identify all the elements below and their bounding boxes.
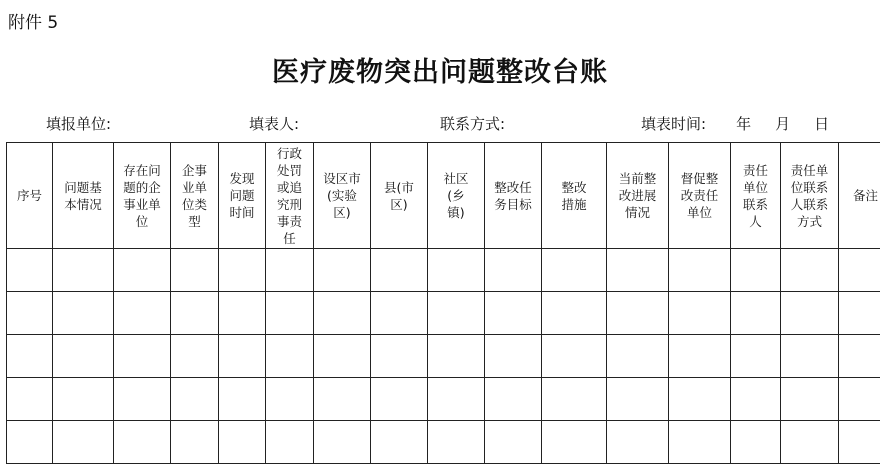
table-cell[interactable]: [7, 335, 53, 378]
table-cell[interactable]: [669, 292, 731, 335]
column-header-line: 发现: [229, 170, 254, 187]
table-cell[interactable]: [219, 421, 266, 464]
table-cell[interactable]: [428, 249, 485, 292]
table-row: [7, 292, 880, 335]
column-header-line: 整改任: [494, 179, 532, 196]
table-cell[interactable]: [542, 335, 607, 378]
column-header: [731, 143, 781, 249]
column-header-line: 单位: [687, 204, 712, 221]
table-cell[interactable]: [371, 421, 428, 464]
column-header-line: 序号: [17, 187, 42, 204]
table-cell[interactable]: [53, 249, 114, 292]
table-cell[interactable]: [731, 292, 781, 335]
year-label: 年: [736, 115, 751, 133]
table-cell[interactable]: [314, 292, 371, 335]
column-header: [314, 143, 371, 249]
fill-time-label: 填表时间:: [641, 115, 706, 133]
table-cell[interactable]: [485, 421, 542, 464]
column-header: [7, 143, 53, 249]
column-header: [371, 143, 428, 249]
column-header-line: 或追: [277, 179, 302, 196]
table-cell[interactable]: [607, 249, 669, 292]
table-cell[interactable]: [839, 292, 880, 335]
table-cell[interactable]: [219, 292, 266, 335]
column-header-line: 位: [136, 213, 149, 230]
filler-label: 填表人:: [249, 113, 299, 134]
table-cell[interactable]: [485, 249, 542, 292]
column-header: [607, 143, 669, 249]
column-header-line: 本情况: [64, 196, 102, 213]
table-cell[interactable]: [114, 421, 171, 464]
column-header-line: 时间: [229, 204, 254, 221]
table-cell[interactable]: [7, 292, 53, 335]
table-cell[interactable]: [428, 335, 485, 378]
column-header-line: 责任单: [791, 162, 829, 179]
table-cell[interactable]: [485, 378, 542, 421]
table-cell[interactable]: [669, 335, 731, 378]
column-header-line: 设区市: [323, 170, 361, 187]
table-cell[interactable]: [607, 378, 669, 421]
table-cell[interactable]: [839, 421, 880, 464]
column-header-line: 方式: [797, 213, 822, 230]
table-cell[interactable]: [371, 335, 428, 378]
table-cell[interactable]: [314, 249, 371, 292]
table-row: [7, 378, 880, 421]
table-cell[interactable]: [266, 421, 314, 464]
column-header-line: 措施: [561, 196, 586, 213]
table-cell[interactable]: [542, 421, 607, 464]
column-header-line: 业单: [182, 179, 207, 196]
table-cell[interactable]: [53, 378, 114, 421]
day-label: 日: [814, 115, 829, 133]
column-header-line: 型: [188, 213, 201, 230]
table-cell[interactable]: [371, 249, 428, 292]
fill-date: [641, 113, 829, 134]
column-header-line: 单位: [743, 179, 768, 196]
table-body: [7, 249, 880, 464]
table-cell[interactable]: [53, 292, 114, 335]
table-cell[interactable]: [781, 292, 839, 335]
table-cell[interactable]: [219, 378, 266, 421]
table-cell[interactable]: [114, 249, 171, 292]
reporting-unit-label: 填报单位:: [46, 113, 111, 134]
column-header-line: 当前整: [619, 170, 657, 187]
page-title: 医疗废物突出问题整改台账: [0, 50, 880, 89]
table-row: [7, 335, 880, 378]
table-cell[interactable]: [53, 335, 114, 378]
table-cell[interactable]: [53, 421, 114, 464]
column-header-line: 题的企: [123, 179, 161, 196]
table-cell[interactable]: [171, 249, 219, 292]
table-cell[interactable]: [607, 292, 669, 335]
column-header: [114, 143, 171, 249]
table-cell[interactable]: [371, 292, 428, 335]
column-header: [781, 143, 839, 249]
table-cell[interactable]: [171, 292, 219, 335]
column-header-line: 事责: [277, 213, 302, 230]
table-cell[interactable]: [171, 421, 219, 464]
table-cell[interactable]: [607, 421, 669, 464]
table-cell[interactable]: [7, 378, 53, 421]
table-cell[interactable]: [731, 421, 781, 464]
column-header-line: 改进展: [619, 187, 657, 204]
column-header: [219, 143, 266, 249]
column-header: [669, 143, 731, 249]
table-cell[interactable]: [485, 292, 542, 335]
column-header-line: 任: [283, 230, 296, 247]
table-cell[interactable]: [669, 421, 731, 464]
table-cell[interactable]: [428, 378, 485, 421]
column-header-line: 人: [749, 213, 762, 230]
column-header-line: 情况: [625, 204, 650, 221]
column-header: [839, 143, 880, 249]
table-cell[interactable]: [266, 335, 314, 378]
table-cell[interactable]: [314, 378, 371, 421]
table-cell[interactable]: [7, 249, 53, 292]
column-header-line: 整改: [561, 179, 586, 196]
column-header-line: 镇): [447, 204, 464, 221]
table-cell[interactable]: [781, 249, 839, 292]
table-cell[interactable]: [839, 335, 880, 378]
table-row: [7, 421, 880, 464]
table-cell[interactable]: [731, 335, 781, 378]
table-cell[interactable]: [428, 292, 485, 335]
column-header-line: 企事: [182, 162, 207, 179]
table-cell[interactable]: [485, 335, 542, 378]
column-header: [171, 143, 219, 249]
column-header-line: 位类: [182, 196, 207, 213]
table-cell[interactable]: [781, 335, 839, 378]
contact-label: 联系方式:: [440, 113, 505, 134]
table-cell[interactable]: [371, 378, 428, 421]
table-cell[interactable]: [542, 378, 607, 421]
table-cell[interactable]: [839, 249, 880, 292]
column-header-line: 责任: [743, 162, 768, 179]
table-cell[interactable]: [114, 378, 171, 421]
table-cell[interactable]: [607, 335, 669, 378]
table-cell[interactable]: [839, 378, 880, 421]
column-header-line: 区): [333, 204, 350, 221]
column-header-line: 社区: [443, 170, 468, 187]
column-header-line: 改责任: [681, 187, 719, 204]
table-cell[interactable]: [219, 335, 266, 378]
table-cell[interactable]: [114, 335, 171, 378]
column-header-line: 究刑: [277, 196, 302, 213]
column-header-line: 备注: [853, 187, 878, 204]
column-header-line: 人联系: [791, 196, 829, 213]
table-cell[interactable]: [114, 292, 171, 335]
column-header-line: 区): [390, 196, 407, 213]
table-cell[interactable]: [542, 292, 607, 335]
table-cell[interactable]: [314, 335, 371, 378]
table-header-row: [7, 143, 880, 249]
table-row: [7, 249, 880, 292]
table-cell[interactable]: [314, 421, 371, 464]
column-header-line: (实验: [327, 187, 357, 204]
column-header: [53, 143, 114, 249]
table-cell[interactable]: [171, 378, 219, 421]
table-cell[interactable]: [219, 249, 266, 292]
attachment-label: 附件 5: [8, 8, 58, 33]
table-cell[interactable]: [781, 421, 839, 464]
column-header-line: 行政: [277, 145, 302, 162]
column-header-line: 督促整: [681, 170, 719, 187]
column-header-line: 务目标: [494, 196, 532, 213]
table-cell[interactable]: [731, 249, 781, 292]
column-header: [266, 143, 314, 249]
column-header: [428, 143, 485, 249]
rectification-ledger-table: [6, 142, 880, 464]
table-cell[interactable]: [7, 421, 53, 464]
column-header-line: 县(市: [384, 179, 414, 196]
table-cell[interactable]: [171, 335, 219, 378]
table-cell[interactable]: [669, 378, 731, 421]
table-cell[interactable]: [731, 378, 781, 421]
column-header-line: (乡: [447, 187, 464, 204]
table-cell[interactable]: [428, 421, 485, 464]
column-header-line: 处罚: [277, 162, 302, 179]
column-header-line: 位联系: [791, 179, 829, 196]
column-header-line: 事业单: [123, 196, 161, 213]
table-cell[interactable]: [542, 249, 607, 292]
month-label: 月: [775, 115, 790, 133]
table-cell[interactable]: [266, 292, 314, 335]
column-header: [542, 143, 607, 249]
column-header-line: 存在问: [123, 162, 161, 179]
column-header-line: 问题: [229, 187, 254, 204]
table-cell[interactable]: [781, 378, 839, 421]
table-cell[interactable]: [266, 249, 314, 292]
table-cell[interactable]: [669, 249, 731, 292]
column-header-line: 问题基: [64, 179, 102, 196]
column-header-line: 联系: [743, 196, 768, 213]
column-header: [485, 143, 542, 249]
table-cell[interactable]: [266, 378, 314, 421]
